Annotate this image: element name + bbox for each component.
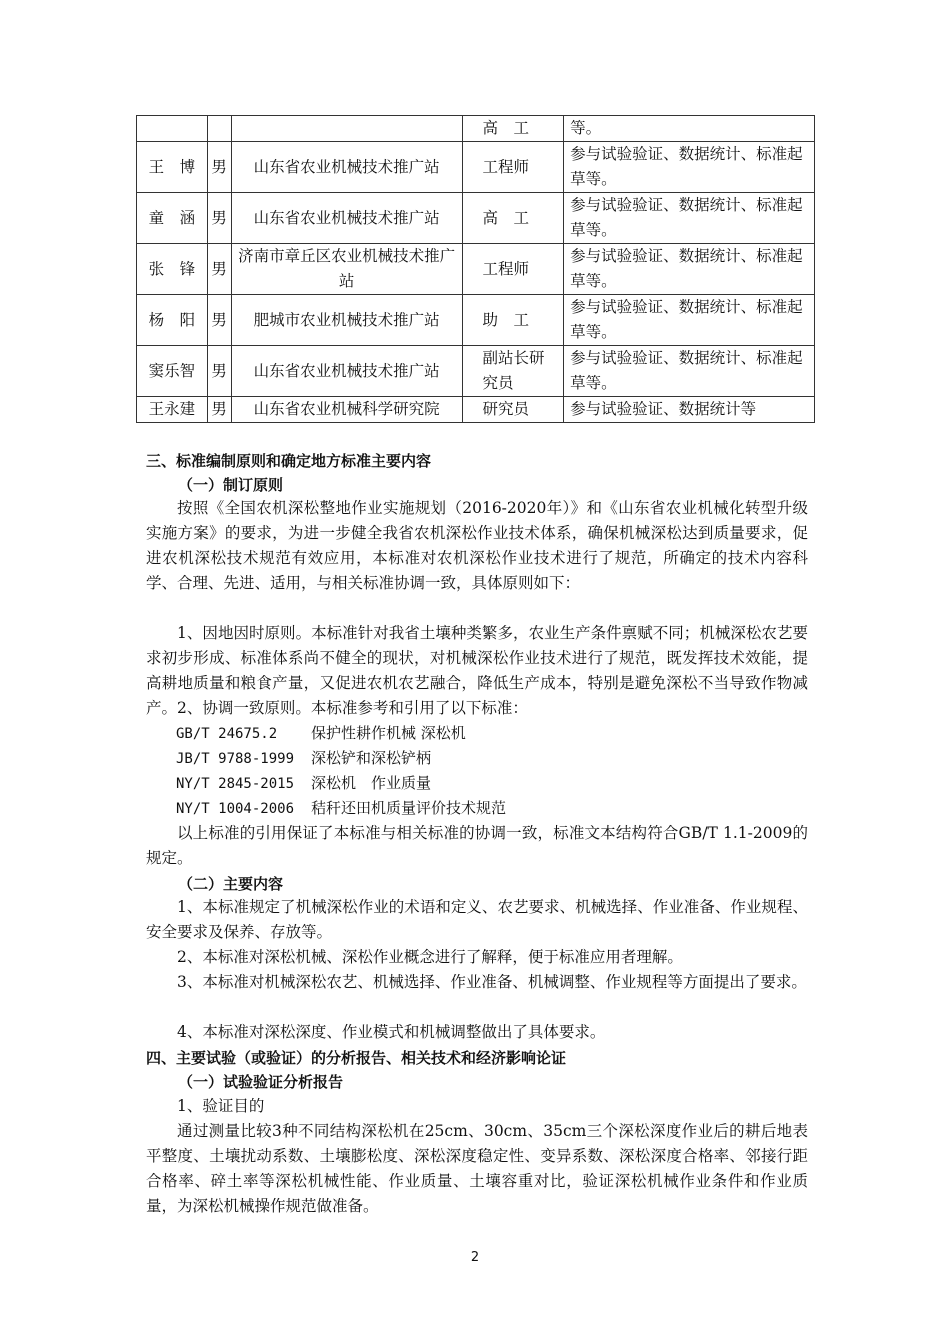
section3-paragraph-6: 2、本标准对深松机械、深松作业概念进行了解释，便于标准应用者理解。: [177, 948, 683, 966]
name-cell: 窦乐智: [137, 346, 208, 397]
section3-sub1-heading: （一）制订原则: [178, 476, 284, 494]
section3-paragraph-1: 按照《全国农机深松整地作业实施规划（2016-2020年）》和《山东省农业机械化转型升级实施方案》的要求，为进一步健全我省农机深松作业技术体系，确保机械深松达到质量要求，促进农机深松技术规范有效应用，本标准对农机深松作业技术进行了规范，所确定的技术内容科学、合理、先进、适用，与相关标准协调一致，具体原则如下：: [146, 499, 808, 592]
standard-name: 深松机 作业质量: [311, 774, 432, 792]
name-cell: 张 锋: [137, 244, 208, 295]
section3-paragraph-5: 1、本标准规定了机械深松作业的术语和定义、农艺要求、机械选择、作业准备、作业规程、安全要求及保养、存放等。: [146, 898, 808, 941]
standard-code: NY/T 1004-2006: [176, 801, 295, 817]
title-cell: 高 工: [462, 116, 564, 142]
name-cell: 王 博: [137, 142, 208, 193]
section4-heading: 四、主要试验（或验证）的分析报告、相关技术和经济影响论证: [146, 1049, 567, 1067]
table-row: [137, 142, 815, 193]
standard-code: JB/T 9788-1999: [176, 751, 295, 767]
work-cell: 参与试验验证、数据统计等: [564, 397, 815, 423]
standard-code: GB/T 24675.2: [176, 726, 278, 742]
section4-paragraph-1: 1、验证目的: [177, 1097, 265, 1115]
page-number: 2: [470, 1250, 480, 1265]
section4-paragraph-2: 通过测量比较3种不同结构深松机在25cm、30cm、35cm三个深松深度作业后的耕后地表平整度、土壤扰动系数、土壤膨松度、深松深度稳定性、变异系数、深松深度合格率、邻接行距合格率、碎土率等深松机械性能、作业质量、土壤容重对比，验证深松机械作业条件和作业质量，为深松机械操作规范做准备。: [146, 1122, 808, 1215]
sex-cell: 男: [207, 295, 231, 346]
sex-cell: 男: [207, 397, 231, 423]
work-cell: 参与试验验证、数据统计、标准起草等。: [564, 142, 815, 193]
sex-cell: 男: [207, 193, 231, 244]
section3-paragraph-3: 2、协调一致原则。本标准参考和引用了以下标准：: [177, 699, 528, 717]
title-cell: 助 工: [462, 295, 564, 346]
standard-name: 保护性耕作机械 深松机: [311, 724, 466, 742]
name-cell: 王永建: [137, 397, 208, 423]
title-cell: 副站长研究员: [462, 346, 564, 397]
unit-cell: 山东省农业机械技术推广站: [231, 193, 462, 244]
work-cell: 参与试验验证、数据统计、标准起草等。: [564, 193, 815, 244]
section4-sub1-heading: （一）试验验证分析报告: [178, 1073, 344, 1091]
title-cell: 工程师: [462, 142, 564, 193]
section3-sub2-heading: （二）主要内容: [178, 875, 284, 893]
standard-ref-item: [176, 722, 466, 743]
section3-paragraph-4: 以上标准的引用保证了本标准与相关标准的协调一致，标准文本结构符合GB/T 1.1-2009的规定。: [146, 824, 808, 867]
work-cell: 参与试验验证、数据统计、标准起草等。: [564, 244, 815, 295]
table-row: [137, 116, 815, 142]
standard-name: 秸秆还田机质量评价技术规范: [311, 799, 507, 817]
title-cell: 研究员: [462, 397, 564, 423]
unit-cell: 肥城市农业机械技术推广站: [231, 295, 462, 346]
section3-paragraph-7: 3、本标准对机械深松农艺、机械选择、作业准备、机械调整、作业规程等方面提出了要求。: [177, 973, 807, 991]
unit-cell: 济南市章丘区农业机械技术推广站: [231, 244, 462, 295]
table-row: [137, 397, 815, 423]
unit-cell: 山东省农业机械科学研究院: [231, 397, 462, 423]
table-row: [137, 346, 815, 397]
unit-cell: 山东省农业机械技术推广站: [231, 142, 462, 193]
standard-ref-item: [176, 772, 431, 793]
work-cell: 参与试验验证、数据统计、标准起草等。: [564, 346, 815, 397]
name-cell: 杨 阳: [137, 295, 208, 346]
standard-ref-item: [176, 747, 431, 768]
unit-cell: [231, 116, 462, 142]
standard-code: NY/T 2845-2015: [176, 776, 295, 792]
standard-ref-item: [176, 797, 506, 818]
sex-cell: 男: [207, 142, 231, 193]
section3-paragraph-8: 4、本标准对深松深度、作业模式和机械调整做出了具体要求。: [177, 1023, 606, 1041]
section3-heading: 三、标准编制原则和确定地方标准主要内容: [146, 452, 432, 470]
sex-cell: 男: [207, 346, 231, 397]
standard-name: 深松铲和深松铲柄: [311, 749, 432, 767]
section3-paragraph-2: 1、因地因时原则。本标准针对我省土壤种类繁多，农业生产条件禀赋不同；机械深松农艺要求初步形成、标准体系尚不健全的现状，对机械深松作业技术进行了规范，既发挥技术效能，提高耕地质量和粮食产量，又促进农机农艺融合，降低生产成本，特别是避免深松不当导致作物减产。: [146, 624, 808, 717]
table-row: [137, 193, 815, 244]
table-row: [137, 244, 815, 295]
name-cell: [137, 116, 208, 142]
work-cell: 等。: [564, 116, 815, 142]
unit-cell: 山东省农业机械技术推广站: [231, 346, 462, 397]
sex-cell: [207, 116, 231, 142]
staff-table: [136, 115, 815, 423]
table-row: [137, 295, 815, 346]
title-cell: 高 工: [462, 193, 564, 244]
sex-cell: 男: [207, 244, 231, 295]
work-cell: 参与试验验证、数据统计、标准起草等。: [564, 295, 815, 346]
title-cell: 工程师: [462, 244, 564, 295]
name-cell: 童 涵: [137, 193, 208, 244]
